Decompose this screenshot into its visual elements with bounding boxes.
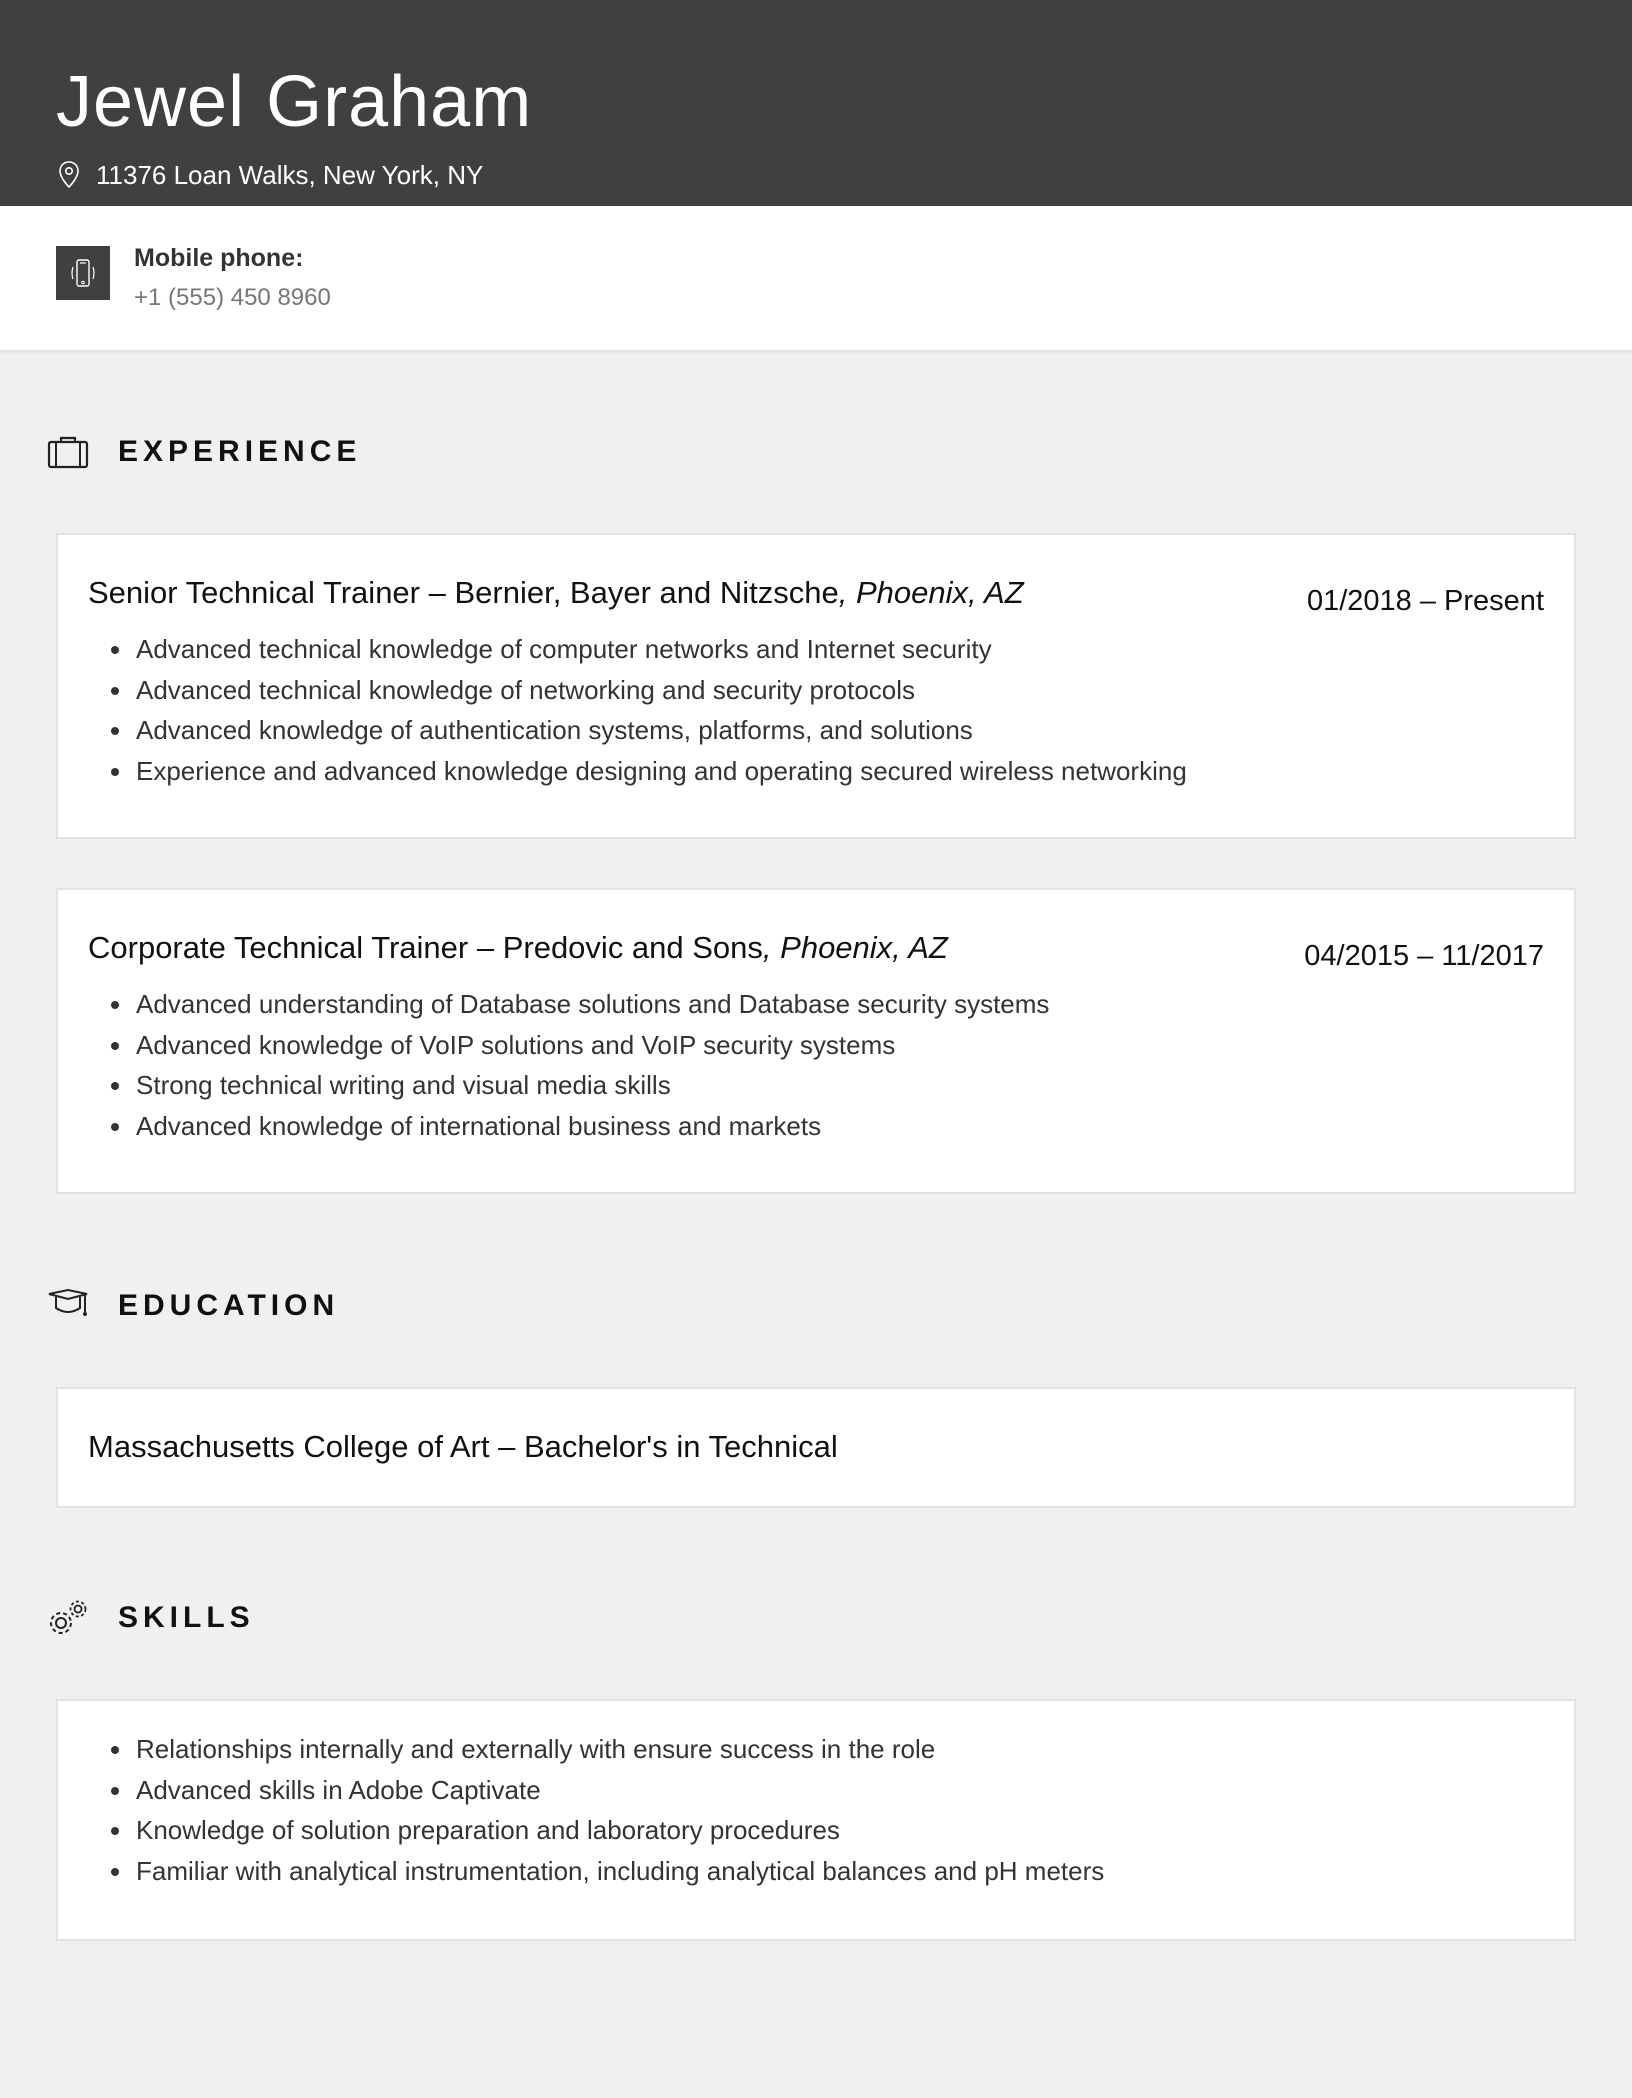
list-item: Advanced understanding of Database solutions and Database security systems bbox=[136, 984, 1049, 1025]
location-pin-icon bbox=[56, 160, 82, 190]
job-location: , Phoenix, AZ bbox=[762, 930, 948, 965]
education-card bbox=[56, 1387, 1576, 1508]
job-company: Bernier, Bayer and Nitzsche bbox=[454, 575, 839, 610]
candidate-name: Jewel Graham bbox=[56, 62, 533, 142]
list-item: Knowledge of solution preparation and laboratory procedures bbox=[136, 1810, 1104, 1851]
section-title: EDUCATION bbox=[118, 1289, 340, 1322]
job-title: Corporate Technical Trainer bbox=[88, 930, 469, 965]
job-title: Senior Technical Trainer bbox=[88, 575, 420, 610]
list-item: Advanced knowledge of international business and markets bbox=[136, 1106, 1049, 1147]
contact-bar bbox=[0, 206, 1632, 350]
list-item: Advanced technical knowledge of networking and security protocols bbox=[136, 670, 1187, 711]
job-heading: Senior Technical Trainer – Bernier, Bayer and Nitzsche, Phoenix, AZ bbox=[88, 575, 1024, 610]
address-line bbox=[56, 158, 483, 192]
job-bullets bbox=[136, 629, 1187, 791]
list-item: Advanced knowledge of authentication systems, platforms, and solutions bbox=[136, 710, 1187, 751]
degree: Bachelor's in Technical bbox=[523, 1429, 838, 1464]
list-item: Experience and advanced knowledge designing and operating secured wireless networking bbox=[136, 751, 1187, 792]
job-company: Predovic and Sons bbox=[502, 930, 763, 965]
phone-icon bbox=[56, 246, 110, 300]
phone-label: Mobile phone: bbox=[134, 244, 304, 272]
education-entry: Massachusetts College of Art – Bachelor's in Technical bbox=[88, 1429, 838, 1464]
gears-icon bbox=[46, 1598, 90, 1638]
phone-number[interactable]: +1 (555) 450 8960 bbox=[134, 284, 331, 311]
list-item: Advanced knowledge of VoIP solutions and VoIP security systems bbox=[136, 1025, 1049, 1066]
list-item: Strong technical writing and visual media skills bbox=[136, 1065, 1049, 1106]
education-heading bbox=[46, 1286, 339, 1326]
skills-list bbox=[136, 1729, 1104, 1891]
list-item: Advanced skills in Adobe Captivate bbox=[136, 1770, 1104, 1811]
experience-heading bbox=[46, 432, 361, 472]
experience-card bbox=[56, 888, 1576, 1194]
resume-header bbox=[0, 0, 1632, 206]
section-title: SKILLS bbox=[118, 1601, 255, 1634]
skills-card bbox=[56, 1699, 1576, 1941]
job-dates: 01/2018 – Present bbox=[1306, 585, 1544, 617]
school-name: Massachusetts College of Art bbox=[88, 1429, 490, 1464]
job-bullets bbox=[136, 984, 1049, 1146]
list-item: Advanced technical knowledge of computer networks and Internet security bbox=[136, 629, 1187, 670]
job-location: , Phoenix, AZ bbox=[838, 575, 1024, 610]
graduation-cap-icon bbox=[46, 1286, 90, 1326]
job-heading: Corporate Technical Trainer – Predovic and Sons, Phoenix, AZ bbox=[88, 930, 948, 965]
list-item: Relationships internally and externally with ensure success in the role bbox=[136, 1729, 1104, 1770]
briefcase-icon bbox=[46, 432, 90, 472]
address-text: 11376 Loan Walks, New York, NY bbox=[96, 160, 484, 190]
skills-heading bbox=[46, 1598, 255, 1638]
job-dates: 04/2015 – 11/2017 bbox=[1304, 940, 1544, 972]
experience-card bbox=[56, 533, 1576, 839]
list-item: Familiar with analytical instrumentation, including analytical balances and pH meters bbox=[136, 1851, 1104, 1892]
section-title: EXPERIENCE bbox=[118, 435, 362, 468]
